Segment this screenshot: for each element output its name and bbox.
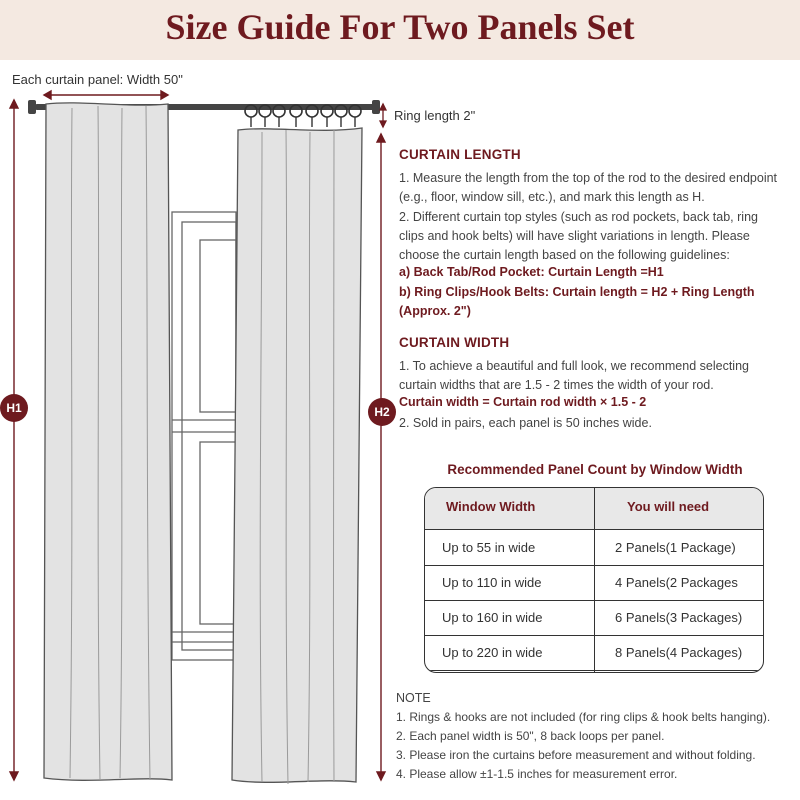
curtain-width-line-1: 1. To achieve a beautiful and full look, we recommend selecting [399, 359, 749, 373]
ring-clips [251, 117, 355, 127]
right-curtain-panel [232, 128, 362, 784]
table-column-divider [594, 488, 595, 673]
h2-line [377, 134, 385, 780]
curtain-width-formula: Curtain width = Curtain rod width × 1.5 - 2 [399, 395, 647, 409]
formula-ring-clips: b) Ring Clips/Hook Belts: Curtain length = H2 + Ring Length [399, 285, 755, 299]
note-line-3: 3. Please iron the curtains before measurement and without folding. [396, 748, 756, 762]
cell-panels: 6 Panels(3 Packages) [615, 610, 743, 625]
curtain-length-line-1: 1. Measure the length from the top of the rod to the desired endpoint [399, 171, 778, 185]
page-title: Size Guide For Two Panels Set [165, 7, 635, 47]
curtain-length-heading: CURTAIN LENGTH [399, 147, 521, 162]
header-you-will-need: You will need [627, 499, 710, 514]
width-arrow [44, 91, 168, 99]
curtain-width-heading: CURTAIN WIDTH [399, 335, 510, 350]
table-title: Recommended Panel Count by Window Width [447, 462, 743, 477]
cell-window-width: Up to 220 in wide [442, 645, 543, 660]
curtain-width-line-2: curtain widths that are 1.5 - 2 times the width of your rod. [399, 378, 714, 392]
curtain-length-line-3: 2. Different curtain top styles (such as rod pockets, back tab, ring [399, 210, 758, 224]
note-heading: NOTE [396, 691, 431, 705]
left-curtain-panel [44, 103, 172, 780]
curtain-length-line-5: choose the curtain length based on the following guidelines: [399, 248, 730, 262]
panel-count-table [424, 487, 764, 673]
cell-window-width: Up to 160 in wide [442, 610, 543, 625]
h1-line [10, 100, 18, 780]
note-line-4: 4. Please allow ±1-1.5 inches for measurement error. [396, 767, 678, 781]
panel-width-label: Each curtain panel: Width 50" [12, 72, 183, 87]
formula-ring-clips-approx: (Approx. 2") [399, 304, 471, 318]
cell-panels: 4 Panels(2 Packages [615, 575, 738, 590]
h2-badge: H2 [368, 398, 396, 426]
note-line-2: 2. Each panel width is 50", 8 back loops per panel. [396, 729, 665, 743]
note-line-1: 1. Rings & hooks are not included (for ring clips & hook belts hanging). [396, 710, 771, 724]
window-frame [172, 212, 236, 660]
cell-window-width: Up to 55 in wide [442, 540, 536, 555]
cell-window-width: Up to 110 in wide [442, 575, 542, 590]
header-window-width: Window Width [446, 499, 536, 514]
curtain-length-line-4: clips and hook belts) will have slight variations in length. Please [399, 229, 750, 243]
curtain-length-line-2: (e.g., floor, window sill, etc.), and mark this length as H. [399, 190, 705, 204]
formula-back-tab: a) Back Tab/Rod Pocket: Curtain Length =H1 [399, 265, 664, 279]
curtain-width-line-3: 2. Sold in pairs, each panel is 50 inches wide. [399, 416, 652, 430]
h1-badge: H1 [0, 394, 28, 422]
ring-length-label: Ring length 2" [394, 108, 476, 123]
cell-panels: 2 Panels(1 Package) [615, 540, 736, 555]
ring-length-arrow [380, 104, 386, 127]
cell-panels: 8 Panels(4 Packages) [615, 645, 743, 660]
